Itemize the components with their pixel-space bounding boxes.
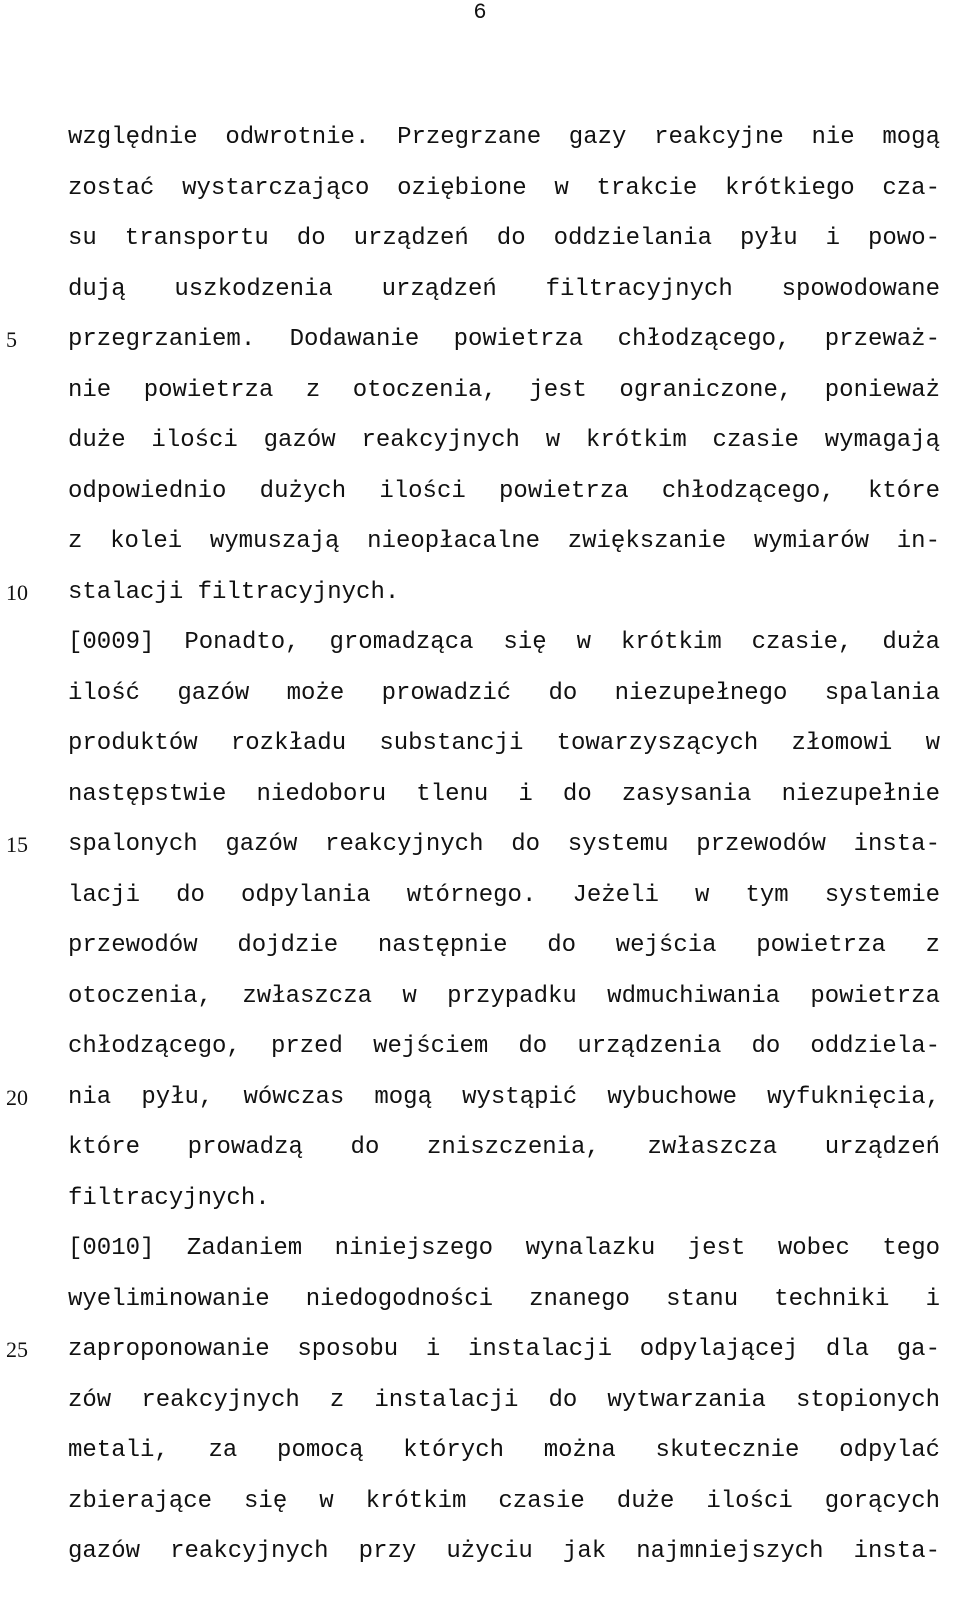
- text-line: odpowiednio dużych ilości powietrza chłodzącego, które: [68, 477, 940, 505]
- text-line: [0009] Ponadto, gromadząca się w krótkim czasie, duża: [68, 629, 940, 656]
- text-line: lacji do odpylania wtórnego. Jeżeli w tym systemie: [68, 881, 940, 909]
- text-line: z kolei wymuszają nieopłacalne zwiększanie wymiarów in-: [68, 528, 940, 555]
- text-line: zostać wystarczająco oziębione w trakcie krótkiego cza-: [68, 174, 940, 202]
- text-line: ilość gazów może prowadzić do niezupełnego spalania: [68, 679, 940, 707]
- text-line: przewodów dojdzie następnie do wejścia powietrza z: [68, 932, 940, 959]
- margin-line-number: 25: [6, 1337, 28, 1362]
- text-line: su transportu do urządzeń do oddzielania pyłu i powo-: [68, 225, 940, 252]
- text-line: zaproponowanie sposobu i instalacji odpylającej dla ga-: [68, 1336, 940, 1363]
- text-line: względnie odwrotnie. Przegrzane gazy reakcyjne nie mogą: [68, 124, 940, 151]
- text-line: nia pyłu, wówczas mogą wystąpić wybuchowe wyfuknięcia,: [68, 1083, 940, 1111]
- text-line: stalacji filtracyjnych.: [68, 578, 400, 606]
- text-line: filtracyjnych.: [68, 1184, 270, 1212]
- text-line: metali, za pomocą których można skutecznie odpylać: [68, 1437, 940, 1464]
- page-number: 6: [473, 0, 487, 25]
- text-line: chłodzącego, przed wejściem do urządzenia do oddziela-: [68, 1033, 940, 1060]
- text-line: które prowadzą do zniszczenia, zwłaszcza urządzeń: [68, 1134, 940, 1161]
- text-line: spalonych gazów reakcyjnych do systemu przewodów insta-: [68, 831, 940, 858]
- margin-line-number: 15: [6, 832, 28, 857]
- text-line: wyeliminowanie niedogodności znanego stanu techniki i: [68, 1285, 940, 1313]
- text-line: nie powietrza z otoczenia, jest ograniczone, ponieważ: [68, 376, 940, 404]
- document-body: [68, 113, 940, 1578]
- text-line: produktów rozkładu substancji towarzyszących złomowi w: [68, 730, 940, 757]
- margin-line-number: 10: [6, 579, 28, 605]
- text-line: przegrzaniem. Dodawanie powietrza chłodzącego, przeważ-: [68, 326, 940, 353]
- text-line: następstwie niedoboru tlenu i do zasysania niezupełnie: [68, 780, 940, 808]
- text-line: otoczenia, zwłaszcza w przypadku wdmuchiwania powietrza: [68, 982, 940, 1010]
- margin-line-number: 20: [6, 1084, 28, 1110]
- text-line: zów reakcyjnych z instalacji do wytwarzania stopionych: [68, 1386, 940, 1414]
- text-line: zbierające się w krótkim czasie duże ilości gorących: [68, 1487, 940, 1515]
- margin-line-number: 5: [6, 327, 17, 352]
- text-line: dują uszkodzenia urządzeń filtracyjnych spowodowane: [68, 275, 940, 303]
- text-line: duże ilości gazów reakcyjnych w krótkim czasie wymagają: [68, 427, 940, 454]
- text-line: [0010] Zadaniem niniejszego wynalazku jest wobec tego: [68, 1235, 940, 1262]
- text-line: gazów reakcyjnych przy użyciu jak najmniejszych insta-: [68, 1538, 940, 1565]
